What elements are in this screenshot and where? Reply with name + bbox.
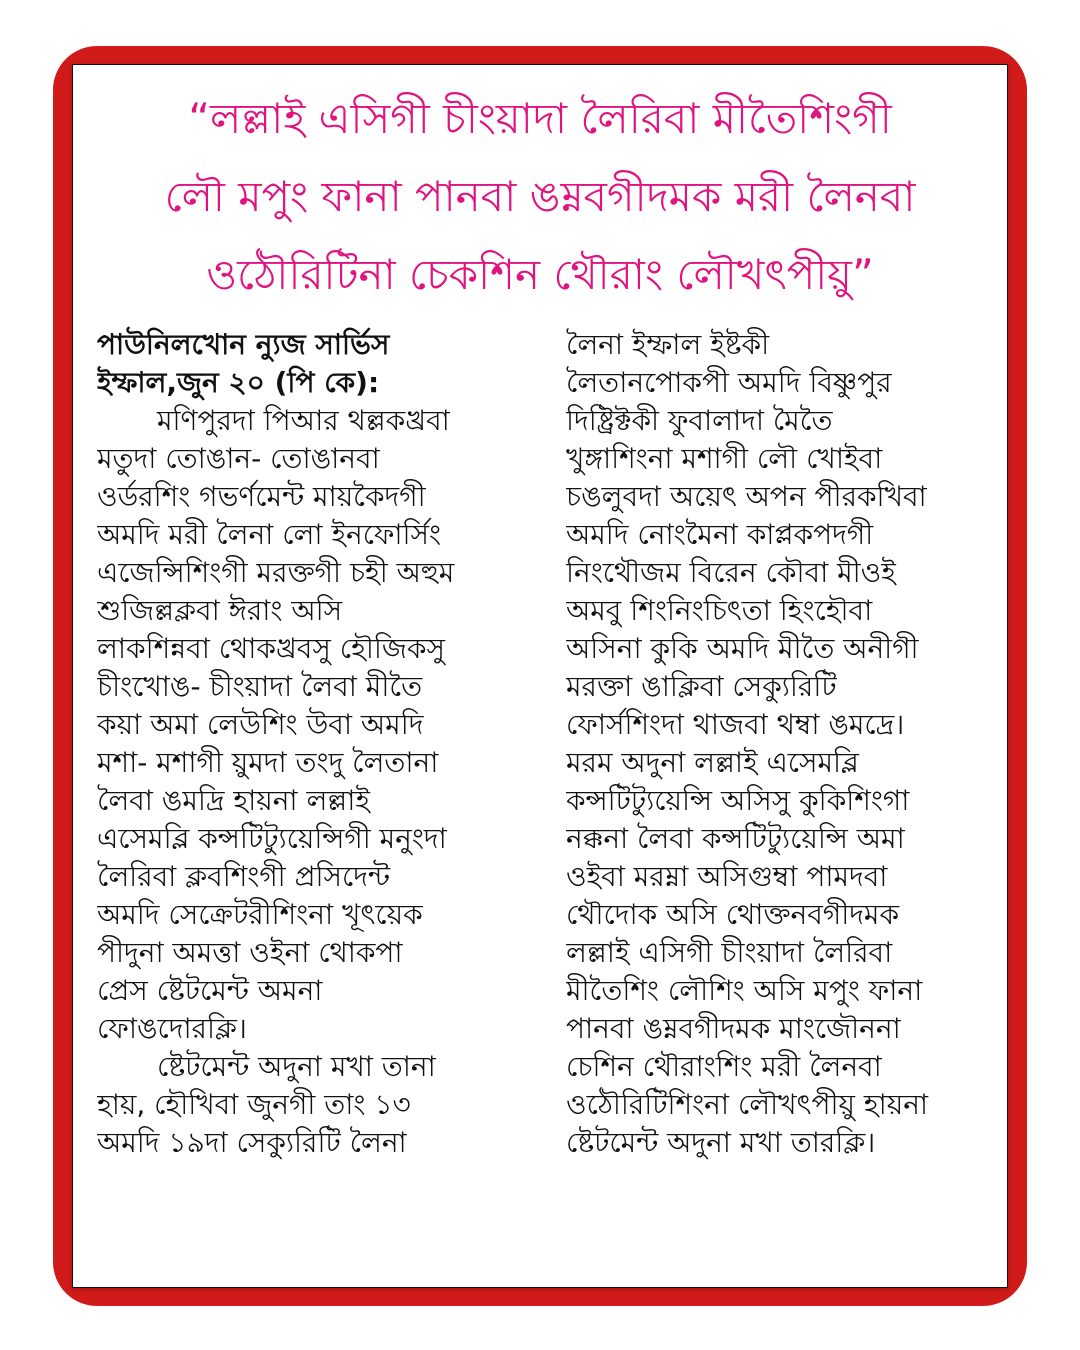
paragraph-line: অমবু শিংনিংচিৎতা হিংহৌবা [566,594,873,627]
paragraph-line: খুঙ্গাশিংনা মশাগী লৌ খোইবা [566,442,883,475]
paragraph-line: মীতৈশিং লৌশিং অসি মপুং ফানা [566,974,923,1007]
paragraph-line: লল্লাই এসিগী চীংয়াদা লৈরিবা [566,936,893,969]
paragraph-line: ফোর্সশিংদা থাজবা থম্বা ঙমদ্রে। [566,708,905,741]
paragraph-line: লৈতানপোকপী অমদি বিষ্ণুপুর [566,366,892,399]
paragraph-line: লৈবা ঙমদ্রি হায়না লল্লাই [97,784,370,817]
paragraph-line: পানবা ঙম্নবগীদমক মাংজৌননা [566,1012,901,1045]
paragraph-line: নক্কনা লৈবা কন্সটিট্যুয়েন্সি অমা [566,822,905,855]
article-column-right [566,326,998,1162]
paragraph-line: লাকশিন্নবা থোকখ্রবসু হৌজিকসু [97,632,445,665]
article-column-left [97,326,527,1162]
paragraph-line: চঙলুবদা অয়েৎ অপন পীরকখিবা [566,480,927,513]
paragraph-line: চেশিন থৌরাংশিং মরী লৈনবা [566,1050,882,1083]
paragraph-line: ওইবা মরম্না অসিগুম্বা পামদবা [566,860,888,893]
paragraph-line: এজেন্সিশিংগী মরক্তগী চহী অহুম [97,556,455,589]
paragraph-line: নিংথৌজম বিরেন কৌবা মীওই [566,556,896,589]
paragraph-line: লৈরিবা ক্লবশিংগী প্রসিদেন্ট [97,860,390,893]
paragraph-line: কয়া অমা লেউশিং উবা অমদি [97,708,424,741]
paragraph-line: মরক্তা ঙাক্লিবা সেক্যুরিটি [566,670,837,703]
paragraph-line: হায়, হৌখিবা জুনগী তাং ১৩ [97,1088,411,1121]
paragraph-line: অমদি নোংমৈনা কাপ্লকপদগী [566,518,874,551]
byline: পাউনিলখোন ন্যুজ সার্ভিস [97,328,390,361]
paragraph-line: ওঠৌরিটিশিংনা লৌখৎপীয়ু হায়না [566,1088,929,1121]
paragraph-line: মতুদা তোঙান- তোঙানবা [97,442,380,475]
paragraph-line: মশা- মশাগী য়ুমদা তংদু লৈতানা [97,746,439,779]
paragraph-line: প্রেস ষ্টেটমেন্ট অমনা [97,974,323,1007]
headline-line: লৌ মপুং ফানা পানবা ঙম্নবগীদমক মরী লৈনবা [164,172,916,221]
dateline: ইম্ফাল,জুন ২০ (পি কে): [97,366,380,399]
paragraph-line: পীদুনা অমত্তা ওইনা থোকপা [97,936,403,969]
paragraph-line: অমদি মরী লৈনা লো ইনফোর্সিং [97,518,442,551]
paragraph-line: ফোঙদোরক্লি। [97,1012,247,1045]
paragraph-line: দিষ্ট্রিক্টকী ফুবালাদা মৈতৈ [566,404,833,437]
paragraph-line: এসেমব্লি কন্সটিট্যুয়েন্সিগী মনুংদা [97,822,447,855]
paragraph-line: থৌদোক অসি থোক্তনবগীদমক [566,898,900,931]
paragraph-line: ষ্টেটমেন্ট অদুনা মখা তারক্লি। [566,1126,876,1159]
paragraph-line: অসিনা কুকি অমদি মীতৈ অনীগী [566,632,919,665]
paragraph-line: মরম অদুনা লল্লাই এসেমব্লি [566,746,859,779]
paragraph-line: ষ্টেটমেন্ট অদুনা মখা তানা [157,1050,436,1083]
headline-line: ওঠৌরিটিনা চেকশিন থৌরাং লৌখৎপীয়ু” [206,250,874,299]
paragraph-line: ওর্ডরশিং গভর্ণমেন্ট মায়কৈদগী [97,480,426,513]
paragraph-line: চীংখোঙ- চীংয়াদা লৈবা মীতৈ [97,670,423,703]
headline-quote [84,80,996,316]
paragraph-line: শুজিল্লক্লবা ঈরাং অসি [97,594,343,627]
paragraph-line: লৈনা ইম্ফাল ইষ্টকী [566,328,770,361]
paragraph-line: অমদি সেক্রেটরীশিংনা খূৎয়েক [97,898,423,931]
headline-line: “লল্লাই এসিগী চীংয়াদা লৈরিবা মীতৈশিংগী [188,94,892,143]
paragraph-line: মণিপুরদা পিআর থল্লকখ্রবা [157,404,450,437]
paragraph-line: অমদি ১৯দা সেক্যুরিটি লৈনা [97,1126,407,1159]
paragraph-line: কন্সটিট্যুয়েন্সি অসিসু কুকিশিংগা [566,784,910,817]
